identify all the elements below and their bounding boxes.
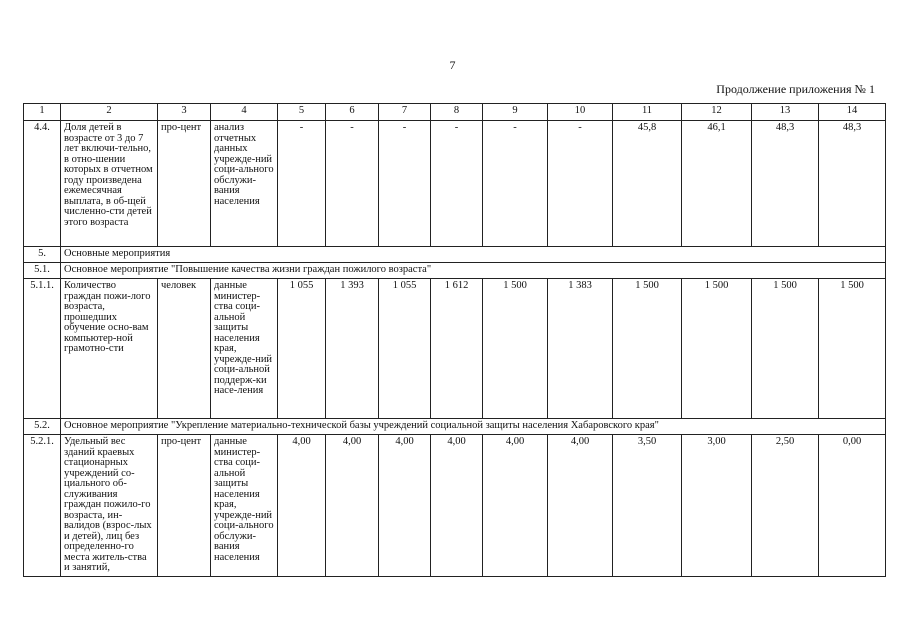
- value-cell: 48,3: [819, 121, 886, 247]
- section-title: Основное мероприятие "Укрепление материально-технической базы учреждений социальной защиты населения Хабаровского края": [61, 419, 886, 435]
- section-number: 5.: [24, 247, 61, 263]
- column-header: 5: [278, 104, 326, 121]
- value-cell: 4,00: [379, 435, 431, 577]
- value-cell: 0,00: [819, 435, 886, 577]
- appendix-continuation-label: Продолжение приложения № 1: [716, 82, 875, 96]
- column-number-row: [24, 104, 886, 121]
- value-cell: -: [326, 121, 379, 247]
- value-cell: 1 500: [613, 279, 682, 419]
- value-cell: -: [548, 121, 613, 247]
- indicators-table: [23, 103, 886, 577]
- value-cell: -: [278, 121, 326, 247]
- value-cell: 4,00: [326, 435, 379, 577]
- unit-cell: про-цент: [158, 435, 211, 577]
- row-number: 5.1.1.: [24, 279, 61, 419]
- value-cell: 1 500: [483, 279, 548, 419]
- value-cell: 1 500: [819, 279, 886, 419]
- row-number: 4.4.: [24, 121, 61, 247]
- section-title: Основное мероприятие "Повышение качества жизни граждан пожилого возраста": [61, 263, 886, 279]
- section-number: 5.1.: [24, 263, 61, 279]
- value-cell: 4,00: [548, 435, 613, 577]
- source-cell: анализ отчетных данных учрежде-ний соци-ального обслужи-вания населения: [211, 121, 278, 247]
- value-cell: 2,50: [752, 435, 819, 577]
- column-header: 11: [613, 104, 682, 121]
- row-number: 5.2.1.: [24, 435, 61, 577]
- value-cell: 1 612: [431, 279, 483, 419]
- unit-cell: про-цент: [158, 121, 211, 247]
- value-cell: -: [483, 121, 548, 247]
- column-header: 8: [431, 104, 483, 121]
- column-header: 9: [483, 104, 548, 121]
- column-header: 1: [24, 104, 61, 121]
- value-cell: 1 055: [379, 279, 431, 419]
- indicator-name: Удельный вес зданий краевых стационарных учреждений со-циального об-служивания граждан пожило-го возраста, ин-валидов (взрос-лых и детей), лиц без определенно-го места житель-ства и занятий,: [61, 435, 158, 577]
- column-header: 3: [158, 104, 211, 121]
- page-number: 7: [449, 58, 456, 72]
- section-number: 5.2.: [24, 419, 61, 435]
- unit-cell: человек: [158, 279, 211, 419]
- column-header: 10: [548, 104, 613, 121]
- value-cell: 1 393: [326, 279, 379, 419]
- value-cell: 1 383: [548, 279, 613, 419]
- indicator-name: Доля детей в возрасте от 3 до 7 лет включи-тельно, в отно-шении которых в отчетном году произведена ежемесячная выплата, в об-щей численно-сти детей этого возраста: [61, 121, 158, 247]
- column-header: 4: [211, 104, 278, 121]
- table-row: [24, 121, 886, 247]
- value-cell: 4,00: [431, 435, 483, 577]
- section-row: [24, 247, 886, 263]
- indicator-name: Количество граждан пожи-лого возраста, прошедших обучение осно-вам компьютер-ной грамотно-сти: [61, 279, 158, 419]
- value-cell: 48,3: [752, 121, 819, 247]
- table-row: [24, 279, 886, 419]
- source-cell: данные министер-ства соци-альной защиты населения края, учрежде-ний соци-альной поддерж-ки насе-ления: [211, 279, 278, 419]
- value-cell: -: [431, 121, 483, 247]
- value-cell: 1 500: [752, 279, 819, 419]
- section-title: Основные мероприятия: [61, 247, 886, 263]
- value-cell: 1 500: [682, 279, 752, 419]
- column-header: 14: [819, 104, 886, 121]
- column-header: 2: [61, 104, 158, 121]
- value-cell: 4,00: [278, 435, 326, 577]
- value-cell: 46,1: [682, 121, 752, 247]
- column-header: 6: [326, 104, 379, 121]
- column-header: 7: [379, 104, 431, 121]
- value-cell: -: [379, 121, 431, 247]
- value-cell: 1 055: [278, 279, 326, 419]
- column-header: 13: [752, 104, 819, 121]
- source-cell: данные министер-ства соци-альной защиты населения края, учрежде-ний соци-ального обслужи-вания населения: [211, 435, 278, 577]
- value-cell: 3,00: [682, 435, 752, 577]
- section-row: [24, 419, 886, 435]
- value-cell: 3,50: [613, 435, 682, 577]
- value-cell: 45,8: [613, 121, 682, 247]
- value-cell: 4,00: [483, 435, 548, 577]
- column-header: 12: [682, 104, 752, 121]
- section-row: [24, 263, 886, 279]
- table-row: [24, 435, 886, 577]
